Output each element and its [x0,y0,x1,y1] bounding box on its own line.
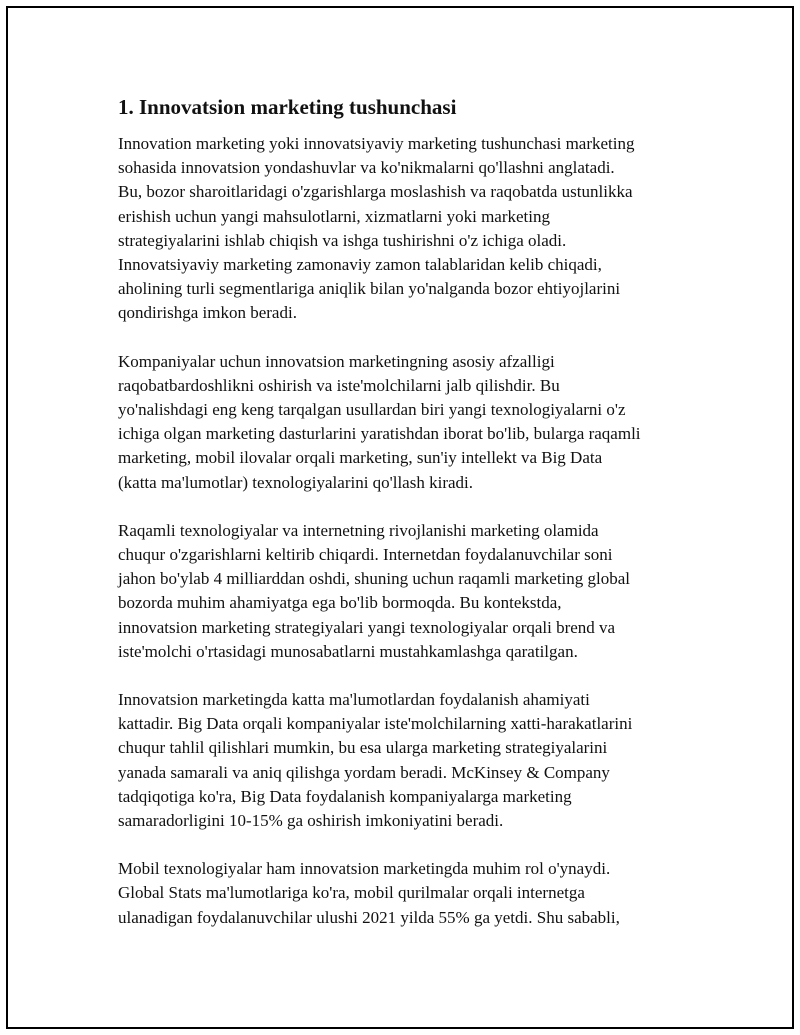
paragraph-digital [118,519,718,664]
text-line: Kompaniyalar uchun innovatsion marketingning asosiy afzalligi [118,351,555,371]
paragraph-big-data [118,688,718,833]
text-line: iste'molchi o'rtasidagi munosabatlarni mustahkamlashga qaratilgan. [118,641,578,661]
text-line: qondirishga imkon beradi. [118,303,297,323]
text-line: chuqur tahlil qilishlari mumkin, bu esa ularga marketing strategiyalarini [118,738,608,758]
text-line: bozorda muhim ahamiyatga ega bo'lib bormoqda. Bu kontekstda, [118,593,562,613]
text-line: jahon bo'ylab 4 milliarddan oshdi, shuning uchun raqamli marketing global [118,569,631,589]
text-line: samaradorligini 10-15% ga oshirish imkoniyatini beradi. [118,811,504,831]
text-line: Innovatsiyaviy marketing zamonaviy zamon talablaridan kelib chiqadi, [118,255,602,275]
text-line: raqobatbardoshlikni oshirish va iste'molchilarni jalb qilishdir. Bu [118,375,560,395]
text-line: Bu, bozor sharoitlaridagi o'zgarishlarga moslashish va raqobatda ustunlikka [118,182,633,202]
text-line: sohasida innovatsion yondashuvlar va ko'nikmalarni qo'llashni anglatadi. [118,158,615,178]
paragraph-mobile [118,857,718,930]
text-line: Mobil texnologiyalar ham innovatsion marketingda muhim rol o'ynaydi. [118,859,611,879]
text-line: chuqur o'zgarishlarni keltirib chiqardi. Internetdan foydalanuvchilar soni [118,545,613,565]
text-line: erishish uchun yangi mahsulotlarni, xizmatlarni yoki marketing [118,206,550,226]
text-line: aholining turli segmentlariga aniqlik bilan yo'nalganda bozor ehtiyojlarini [118,279,621,299]
text-line: Global Stats ma'lumotlariga ko'ra, mobil qurilmalar orqali internetga [118,883,585,903]
text-line: ulanadigan foydalanuvchilar ulushi 2021 yilda 55% ga yetdi. Shu sababli, [118,907,620,927]
paragraph-definition [118,132,718,326]
section-heading: 1. Innovatsion marketing tushunchasi [118,95,457,119]
text-line: Raqamli texnologiyalar va internetning rivojlanishi marketing olamida [118,520,599,540]
text-line: yanada samarali va aniq qilishga yordam beradi. McKinsey & Company [118,762,610,782]
paragraph-advantages [118,350,718,495]
text-line: strategiyalarini ishlab chiqish va ishga tushirishni o'z ichiga oladi. [118,230,567,250]
text-line: marketing, mobil ilovalar orqali marketing, sun'iy intellekt va Big Data [118,448,603,468]
document-body [118,92,718,954]
text-line: Innovatsion marketingda katta ma'lumotlardan foydalanish ahamiyati [118,690,590,710]
text-line: yo'nalishdagi eng keng tarqalgan usullardan biri yangi texnologiyalarni o'z [118,400,626,420]
text-line: Innovation marketing yoki innovatsiyaviy marketing tushunchasi marketing [118,134,635,153]
text-line: kattadir. Big Data orqali kompaniyalar iste'molchilarning xatti-harakatlarini [118,714,633,734]
text-line: (katta ma'lumotlar) texnologiyalarini qo'llash kiradi. [118,472,473,492]
text-line: ichiga olgan marketing dasturlarini yaratishdan iborat bo'lib, bularga raqamli [118,424,641,444]
text-line: tadqiqotiga ko'ra, Big Data foydalanish kompaniyalarga marketing [118,786,572,806]
text-line: innovatsion marketing strategiyalari yangi texnologiyalar orqali brend va [118,617,616,637]
